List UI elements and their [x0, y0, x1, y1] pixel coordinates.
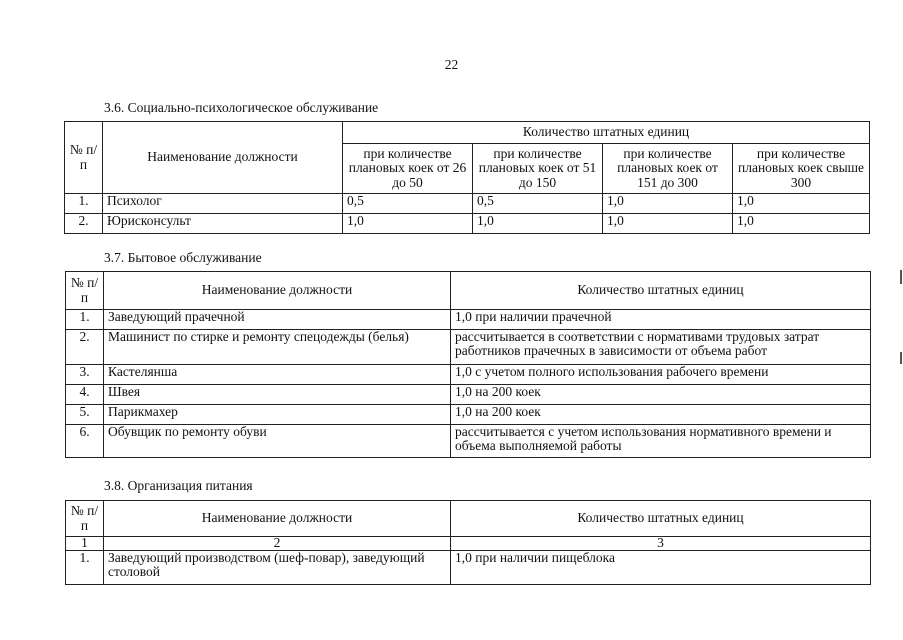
table-row: [66, 330, 871, 365]
row-position: Заведующий производством (шеф-повар), заведующий столовой: [104, 551, 451, 585]
table-row: [65, 194, 870, 214]
row-value: 0,5: [343, 194, 473, 214]
header-beds-51-150: при количестве плановых коек от 51 до 150: [473, 144, 603, 194]
header-num: № п/п: [66, 272, 104, 310]
row-staff-count: 1,0 при наличии пищеблока: [451, 551, 871, 585]
table-row: [66, 425, 871, 458]
column-number-row: [66, 537, 871, 551]
table-row: [66, 365, 871, 385]
table-social-psych: [64, 121, 870, 234]
row-staff-count: 1,0 на 200 коек: [451, 405, 871, 425]
page-number: 22: [444, 57, 459, 72]
row-num: 3.: [66, 365, 104, 385]
section-title-3-6: 3.6. Социально-психологическое обслуживание: [104, 100, 379, 115]
header-position-name: Наименование должности: [104, 501, 451, 537]
header-staff-count: Количество штатных единиц: [343, 122, 870, 144]
row-staff-count: рассчитывается в соответствии с нормативами трудовых затрат работников прачечных в зависимости от объема работ: [451, 330, 871, 365]
row-num: 4.: [66, 385, 104, 405]
row-value: 0,5: [473, 194, 603, 214]
scan-edge-mark: [900, 352, 902, 364]
row-staff-count: 1,0 с учетом полного использования рабочего времени: [451, 365, 871, 385]
row-value: 1,0: [733, 194, 870, 214]
row-value: 1,0: [733, 214, 870, 234]
section-title-3-8: 3.8. Организация питания: [104, 478, 253, 493]
row-num: 2.: [65, 214, 103, 234]
column-number: 1: [66, 537, 104, 551]
header-beds-26-50: при количестве плановых коек от 26 до 50: [343, 144, 473, 194]
table-row: [66, 310, 871, 330]
row-position: Кастелянша: [104, 365, 451, 385]
row-position: Швея: [104, 385, 451, 405]
row-num: 1.: [66, 310, 104, 330]
table-row: [66, 551, 871, 585]
row-num: 6.: [66, 425, 104, 458]
header-beds-over-300: при количестве плановых коек свыше 300: [733, 144, 870, 194]
table-catering: [65, 500, 871, 585]
table-row: [65, 214, 870, 234]
column-number: 3: [451, 537, 871, 551]
row-position: Обувщик по ремонту обуви: [104, 425, 451, 458]
scan-edge-mark: [900, 270, 902, 284]
row-value: 1,0: [473, 214, 603, 234]
row-staff-count: 1,0 на 200 коек: [451, 385, 871, 405]
row-value: 1,0: [343, 214, 473, 234]
row-position: Парикмахер: [104, 405, 451, 425]
row-num: 1.: [66, 551, 104, 585]
column-number: 2: [104, 537, 451, 551]
table-household-services: [65, 271, 871, 458]
section-title-3-7: 3.7. Бытовое обслуживание: [104, 250, 262, 265]
header-staff-count: Количество штатных единиц: [451, 501, 871, 537]
row-value: 1,0: [603, 214, 733, 234]
row-position: Машинист по стирке и ремонту спецодежды (белья): [104, 330, 451, 365]
row-staff-count: рассчитывается с учетом использования нормативного времени и объема выполняемой работы: [451, 425, 871, 458]
row-value: 1,0: [603, 194, 733, 214]
row-staff-count: 1,0 при наличии прачечной: [451, 310, 871, 330]
header-num: № п/п: [66, 501, 104, 537]
row-num: 5.: [66, 405, 104, 425]
header-num: № п/п: [65, 122, 103, 194]
row-position: Психолог: [103, 194, 343, 214]
row-position: Заведующий прачечной: [104, 310, 451, 330]
header-beds-151-300: при количестве плановых коек от 151 до 300: [603, 144, 733, 194]
header-position-name: Наименование должности: [103, 122, 343, 194]
table-row: [66, 405, 871, 425]
header-position-name: Наименование должности: [104, 272, 451, 310]
table-row: [66, 385, 871, 405]
header-staff-count: Количество штатных единиц: [451, 272, 871, 310]
row-num: 2.: [66, 330, 104, 365]
row-num: 1.: [65, 194, 103, 214]
row-position: Юрисконсульт: [103, 214, 343, 234]
